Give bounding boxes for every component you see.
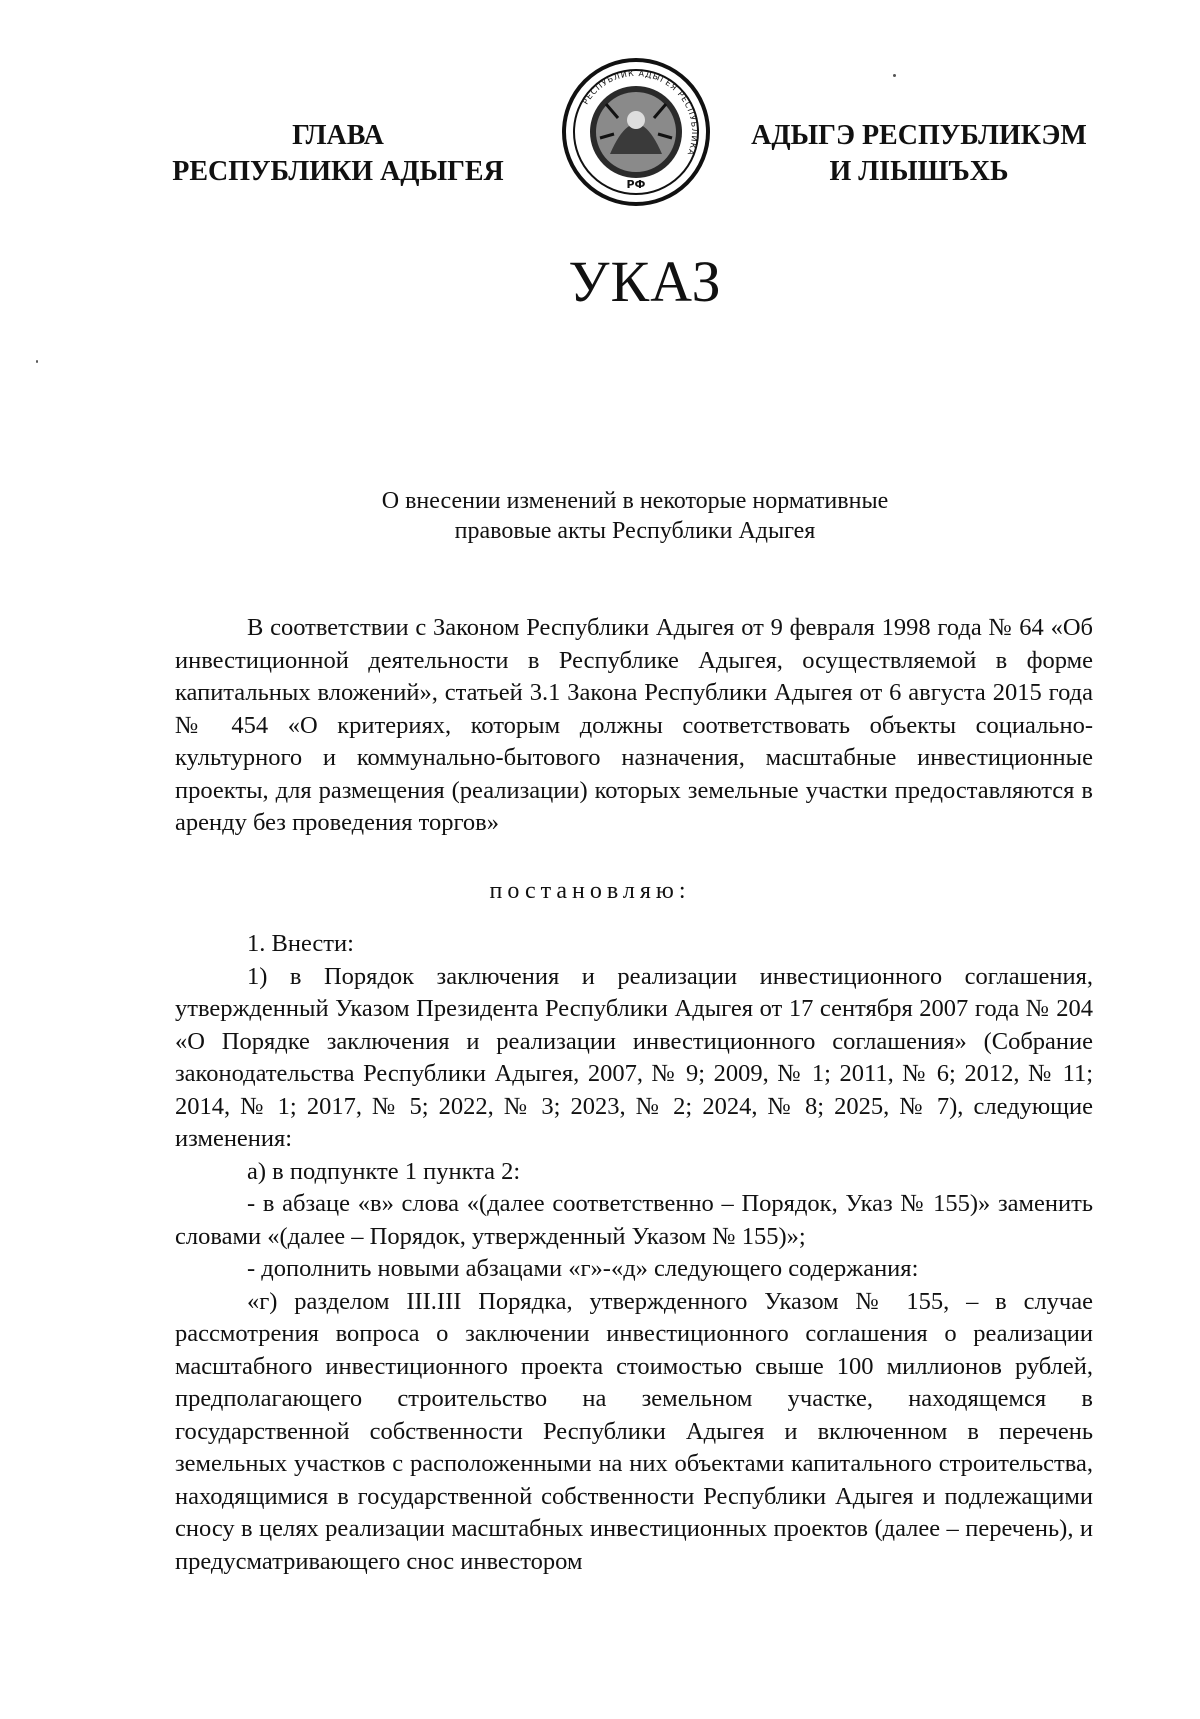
preamble-block: [175, 612, 1093, 840]
issuer-title-adyghe: [734, 118, 1104, 190]
scan-speck: [36, 360, 38, 363]
coat-of-arms-emblem: [558, 54, 714, 210]
paragraph-item-1: 1. Внести:: [247, 930, 354, 957]
issuer-line-2-adyghe: И ЛІЫШЪХЬ: [829, 156, 1009, 187]
issuer-title-russian: [168, 118, 508, 190]
main-text-block: [175, 928, 1093, 1578]
paragraph-amendment-2: - дополнить новыми абзацами «г»-«д» следующего содержания:: [247, 1255, 919, 1282]
subject-line-2: правовые акты Республики Адыгея: [454, 518, 816, 544]
document-title: УКАЗ: [568, 249, 722, 314]
scan-speck: [893, 74, 896, 77]
preamble-paragraph: В соответствии с Законом Республики Адыгея от 9 февраля 1998 года № 64 «Об инвестиционной деятельности в Республике Адыгея, осуществляемой в форме капитальных вложений», статьей 3.1 Закона Республики Адыгея от 6 августа 2015 года № 454 «О критериях, которым должны соответствовать объекты социально-культурного и коммунально-бытового назначения, масштабные инвестиционные проекты, для размещения (реализации) которых земельные участки предоставляются в аренду без проведения торгов»: [175, 614, 1093, 836]
issuer-line-1: ГЛАВА: [292, 120, 384, 151]
paragraph-subitem-1: 1) в Порядок заключения и реализации инвестиционного соглашения, утвержденный Указом Президента Республики Адыгея от 17 сентября 2007 года № 204 «О Порядке заключения и реализации инвестиционного соглашения» (Собрание законодательства Республики Адыгея, 2007, № 9; 2009, № 1; 2011, № 6; 2012, № 11; 2014, № 1; 2017, № 5; 2022, № 3; 2023, № 2; 2024, № 8; 2025, № 7), следующие изменения:: [175, 962, 1093, 1152]
paragraph-new-clause-g: «г) разделом III.III Порядка, утвержденного Указом № 155, – в случае рассмотрения вопроса о заключении инвестиционного соглашения о реализации масштабного инвестиционного проекта стоимостью свыше 100 миллионов рублей, предполагающего строительство на земельном участке, находящемся в государственной собственности Республики Адыгея и включенном в перечень земельных участков с расположенными на них объектами капитального строительства, находящимися в государственной собственности Республики Адыгея и подлежащими сносу в целях реализации масштабных инвестиционных проектов (далее – перечень), и предусматривающего снос инвестором: [175, 1287, 1093, 1575]
issuer-line-1-adyghe: АДЫГЭ РЕСПУБЛИКЭМ: [751, 120, 1087, 151]
emblem-seal-icon: [558, 54, 714, 210]
emblem-bottom-text: РФ: [626, 178, 646, 191]
issuer-line-2: РЕСПУБЛИКИ АДЫГЕЯ: [172, 156, 504, 187]
decree-word: постановляю:: [489, 878, 691, 904]
subject-line-1: О внесении изменений в некоторые нормативные: [381, 488, 889, 514]
document-subject: [300, 486, 970, 546]
paragraph-subpoint-a: а) в подпункте 1 пункта 2:: [247, 1157, 521, 1185]
paragraph-amendment-1: - в абзаце «в» слова «(далее соответственно – Порядок, Указ № 155)» заменить словами «(далее – Порядок, утвержденный Указом № 155)»;: [175, 1190, 1093, 1250]
emblem-ring-text: РЕСПУБЛИК АДЫГЕЯ РЕСПУБЛИКА: [580, 68, 700, 158]
